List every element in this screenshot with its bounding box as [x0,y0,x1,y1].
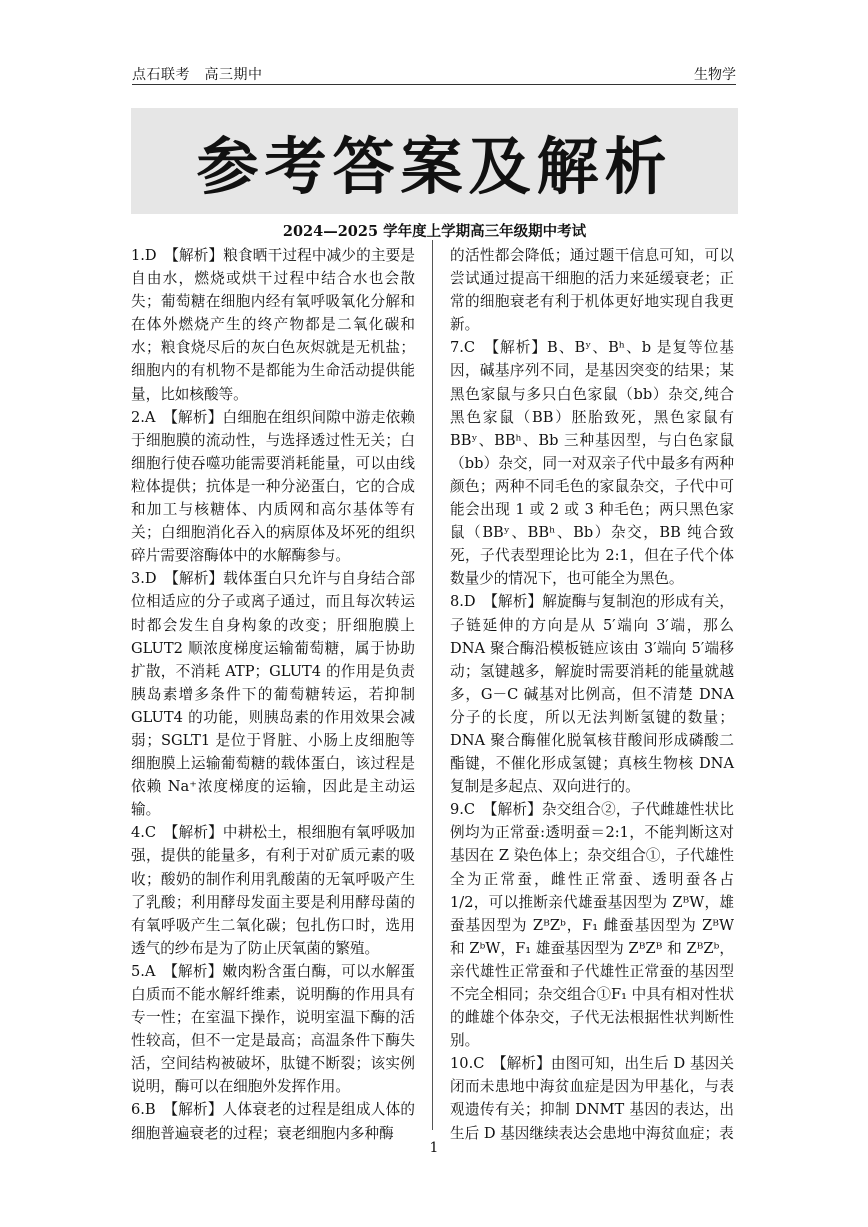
answer-6: 6.B 【解析】人体衰老的过程是组成人体的细胞普遍衰老的过程；衰老细胞内多种酶 [131,1101,415,1142]
answer-5: 5.A 【解析】嫩肉粉含蛋白酶，可以水解蛋白质而不能水解纤维素，说明酶的作用具有专一性；在室温下操作，说明室温下酶的活性较高，但不一定是最高；高温条件下酶失活，空间结构被破坏，肽键不断裂；该实例说明，酶可以在细胞外发挥作用。 [131,962,415,1096]
page-number: 1 [429,1140,439,1156]
header-exam-name: 点石联考 高三期中 [132,67,263,83]
left-column [131,244,415,1145]
answer-4: 4.C 【解析】中耕松土，根细胞有氧呼吸加强，提供的能量多，有利于对矿质元素的吸收；酸奶的制作利用乳酸菌的无氧呼吸产生了乳酸；利用酵母发面主要是利用酵母菌的有氧呼吸产生二氧化碳；包扎伤口时，选用透气的纱布是为了防止厌氧菌的繁殖。 [131,824,415,957]
answer-1: 1.D 【解析】粮食晒干过程中减少的主要是自由水，燃烧或烘干过程中结合水也会散失；葡萄糖在细胞内经有氧呼吸氧化分解和在体外燃烧产生的终产物都是二氧化碳和水；粮食烧尽后的灰白色灰烬就是无机盐；细胞内的有机物不是都能为生命活动提供能量，比如核酸等。 [131,247,415,403]
exam-subtitle: 2024—2025 学年度上学期高三年级期中考试 [282,223,587,240]
answer-9: 9.C 【解析】杂交组合②，子代雌雄性状比例均为正常蚕:透明蚕＝2:1，不能判断这对基因在 Z 染色体上；杂交组合①，子代雄性全为正常蚕，雌性正常蚕、透明蚕各占 1/2，可以推断亲代雄蚕基因型为 ZᴮW，雄蚕基因型为 ZᴮZᵇ，F₁ 雌蚕基因型为 ZᴮW 和 ZᵇW，F₁ 雄蚕基因型为 ZᴮZᴮ 和 ZᴮZᵇ，亲代雄性正常蚕和子代雄性正常蚕的基因型不完全相同；杂交组合①F₁ 中具有相对性状的雌雄个体杂交，子代无法根据性状判断性别。 [450,801,734,1050]
header-subject: 生物学 [694,67,736,83]
column-divider [432,240,433,1130]
answer-6-continued: 的活性都会降低；通过题干信息可知，可以尝试通过提高干细胞的活力来延缓衰老；正常的细胞衰老有利于机体更好地实现自我更新。 [450,247,734,334]
answer-3: 3.D 【解析】载体蛋白只允许与自身结合部位相适应的分子或离子通过，而且每次转运时都会发生自身构象的改变；肝细胞膜上GLUT2 顺浓度梯度运输葡萄糖，属于协助扩散，不消耗 ATP；GLUT4 的作用是负责胰岛素增多条件下的葡萄糖转运，若抑制GLUT4 的功能，则胰岛素的作用效果会减弱；SGLT1 是位于肾脏、小肠上皮细胞等细胞膜上运输葡萄糖的载体蛋白，该过程是依赖 Na⁺浓度梯度的运输，因此是主动运输。 [131,570,415,819]
page-header [132,62,736,85]
page-title: 参考答案及解析 [196,129,673,203]
answer-8: 8.D 【解析】解旋酶与复制泡的形成有关，子链延伸的方向是从 5′端向 3′端，那么 DNA 聚合酶沿模板链应该由 3′端向 5′端移动；氢键越多，解旋时需要消耗的能量就越多，G－C 碱基对比例高，但不清楚 DNA 分子的长度，所以无法判断氢键的数量；DNA 聚合酶催化脱氧核苷酸间形成磷酸二酯键，不催化形成氢键；真核生物核 DNA 复制是多起点、双向进行的。 [450,593,734,796]
answer-10: 10.C 【解析】由图可知，出生后 D 基因关闭而未患地中海贫血症是因为甲基化，与表观遗传有关；抑制 DNMT 基因的表达，出生后 D 基因继续表达会患地中海贫血症；表 [450,1055,734,1142]
right-column [450,244,734,1145]
answer-7: 7.C 【解析】B、Bʸ、Bʰ、b 是复等位基因，碱基序列不同，是基因突变的结果；某黑色家鼠与多只白色家鼠（bb）杂交,纯合黑色家鼠（BB）胚胎致死，黑色家鼠有 BBʸ、BBʰ、Bb 三种基因型，与白色家鼠（bb）杂交，同一对双亲子代中最多有两种颜色；两种不同毛色的家鼠杂交，子代中可能会出现 1 或 2 或 3 种毛色；两只黑色家鼠（BBʸ、BBʰ、Bb）杂交，BB 纯合致死，子代表型理论比为 2:1，但在子代个体数量少的情况下，也可能全为黑色。 [450,339,734,588]
title-banner [131,108,738,214]
answer-2: 2.A 【解析】白细胞在组织间隙中游走依赖于细胞膜的流动性，与选择透过性无关；白细胞行使吞噬功能需要消耗能量，可以由线粒体提供；抗体是一种分泌蛋白，它的合成和加工与核糖体、内质网和高尔基体等有关；白细胞消化吞入的病原体及坏死的组织碎片需要溶酶体中的水解酶参与。 [131,408,415,565]
